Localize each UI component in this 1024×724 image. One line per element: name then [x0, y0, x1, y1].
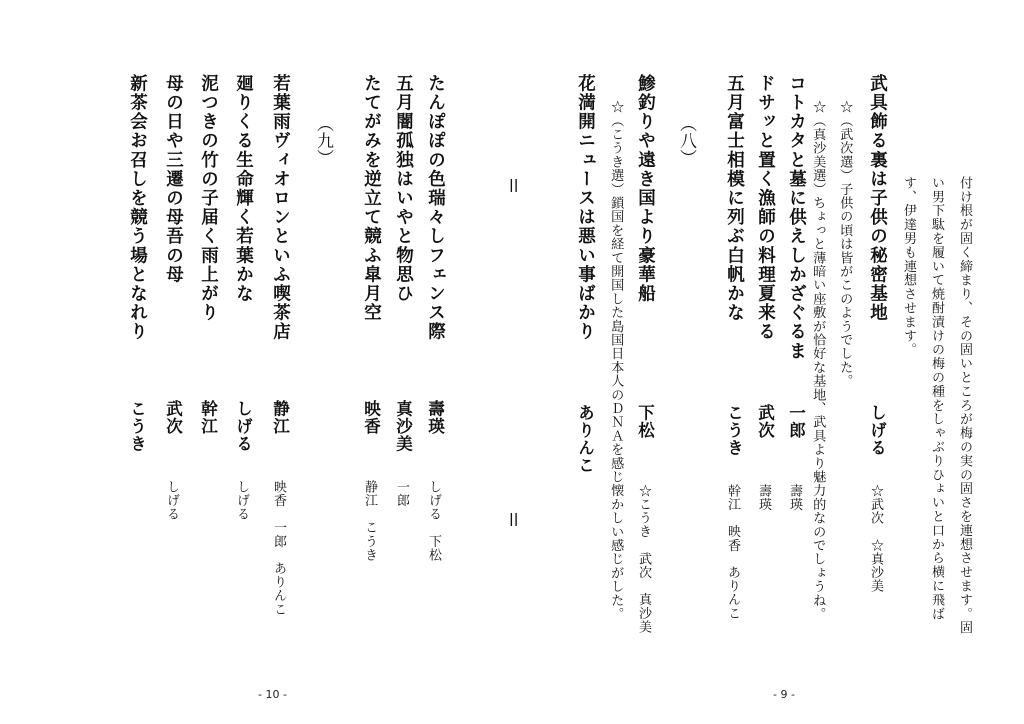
haiku-text: 武具飾る裏は子供の秘密基地 [867, 74, 888, 323]
haiku-text: 泥つきの竹の子届く雨上がり [198, 74, 219, 323]
page-number: - 9 - [773, 688, 795, 701]
haiku-selectors: 映香 一郎 ありんこ [271, 480, 286, 616]
haiku-selectors: 壽瑛 [756, 484, 771, 512]
haiku-text: 新茶会お召しを競う場となれり [127, 74, 148, 342]
haiku-selectors: しげる [164, 480, 179, 521]
haiku-poet: ありんこ [575, 404, 595, 474]
haiku-selectors: 壽瑛 [787, 484, 802, 512]
haiku-text: 母の日や三遷の母吾の母 [163, 74, 184, 285]
haiku-poet: 幹江 [198, 400, 218, 435]
haiku-text: たんぽぽの色瑞々しフェンス際 [425, 74, 446, 342]
haiku-poet: 武次 [163, 400, 183, 435]
haiku-poet: 映香 [361, 400, 381, 435]
haiku-text: 花満開ニュースは悪い事ばかり [575, 74, 596, 342]
haiku-poet: こうき [724, 404, 744, 457]
comment-line-2: い男下駄を履いて焼酎漬けの梅の種をしゃぶりひょいと口から横に飛ば [929, 176, 944, 621]
haiku-text: 五月富士相模に列ぶ白帆かな [724, 74, 745, 323]
haiku-text: 五月闇孤独はいやと物思ひ [393, 74, 414, 304]
haiku-text: たてがみを逆立て競ふ皐月空 [361, 74, 382, 323]
haiku-selectors: 静江 こうき [362, 480, 377, 562]
comment-line-3: す、伊達男も連想させます。 [901, 176, 916, 357]
haiku-selectors: 一郎 [394, 480, 409, 508]
section-label: （九） [313, 115, 333, 166]
haiku-poet: 壽瑛 [425, 400, 445, 435]
fold-mark: || [509, 512, 519, 527]
haiku-poet: こうき [127, 400, 147, 453]
comment-line-1: 付け根が固く締まり、その固いところが梅の実の固さを連想させます。固 [957, 176, 972, 635]
selection-note: ☆（真沙美選）ちょっと薄暗い座敷が恰好な基地、武具より魅力的なのでしょうね。 [810, 100, 826, 621]
haiku-selectors: ☆武次 ☆真沙美 [868, 484, 883, 593]
haiku-text: 廻りくる生命輝く若葉かな [233, 74, 254, 304]
haiku-poet: 静江 [270, 400, 290, 435]
haiku-poet: しげる [233, 400, 253, 453]
haiku-selectors: ☆こうき 武次 真沙美 [636, 484, 651, 634]
haiku-selectors: しげる [234, 480, 249, 521]
fold-mark: || [509, 178, 519, 193]
haiku-selectors: 幹江 映香 ありんこ [725, 484, 740, 620]
haiku-poet: 真沙美 [393, 400, 413, 453]
selection-note: ☆（武次選）子供の頃は皆がこのようでした。 [837, 100, 853, 388]
section-label: （八） [676, 115, 696, 166]
haiku-text: コトカタと墓に供えしかざぐるま [786, 74, 807, 361]
haiku-poet: しげる [867, 404, 887, 457]
haiku-poet: 武次 [755, 404, 775, 439]
haiku-text: 鯵釣りや遠き国より豪華船 [635, 74, 656, 304]
haiku-text: 若葉雨ヴィオロンといふ喫茶店 [270, 74, 291, 342]
haiku-poet: 一郎 [786, 404, 806, 439]
haiku-selectors: しげる 下松 [426, 480, 441, 562]
haiku-text: ドサッと置く漁師の料理夏来る [755, 74, 776, 342]
selection-note: ☆（こうき選）鎖国を経て開国した島国日本人のＤＮＡを感じ懐かしい感じがした。 [608, 100, 624, 621]
page-number: - 10 - [258, 688, 287, 701]
haiku-poet: 下松 [635, 404, 655, 439]
